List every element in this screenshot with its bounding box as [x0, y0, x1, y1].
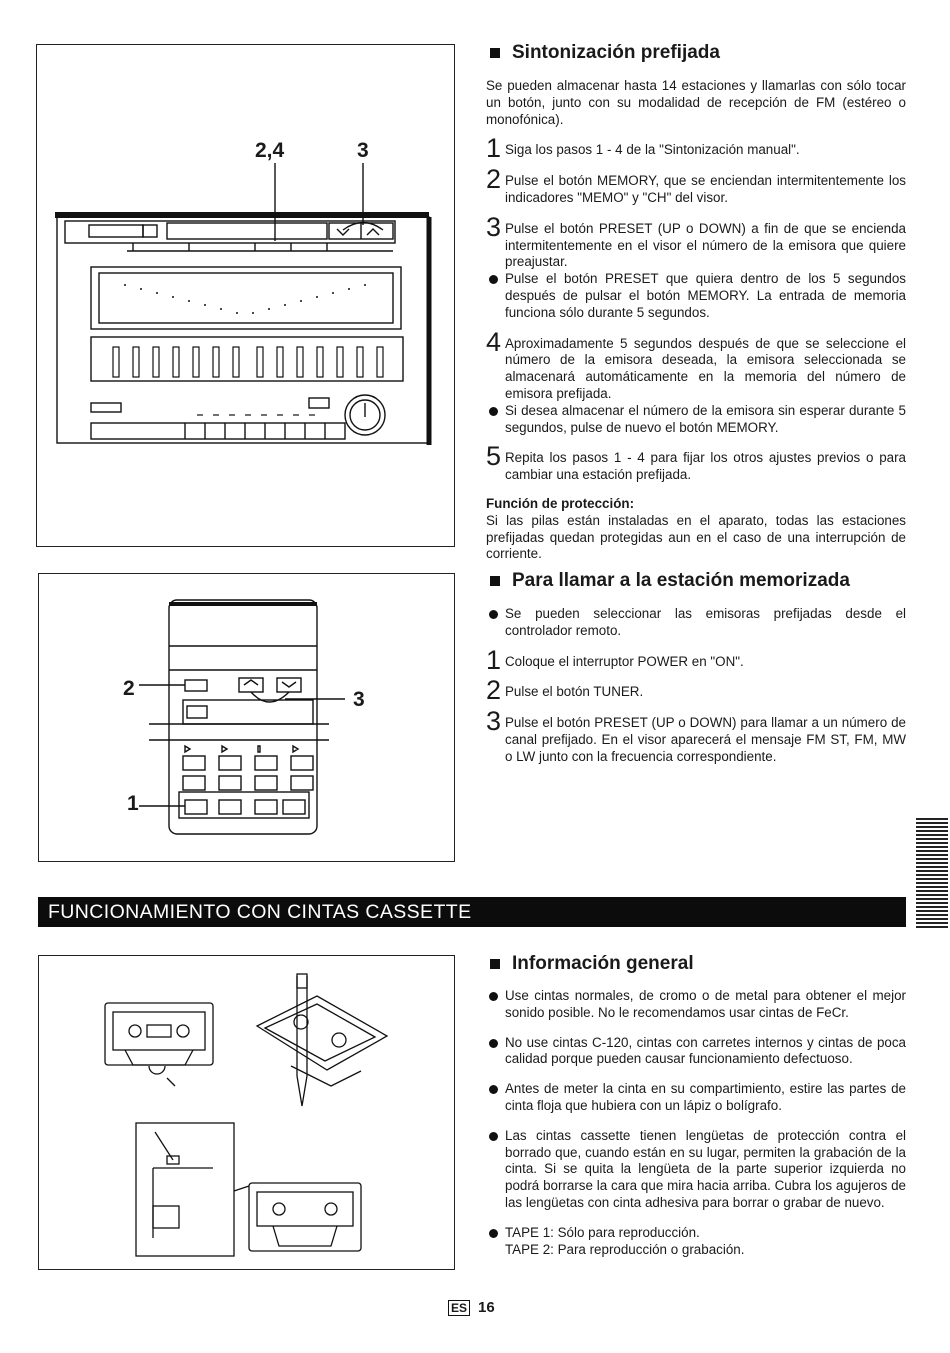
front-panel-drawing	[37, 45, 456, 548]
figure-remote-control	[38, 573, 455, 862]
page-edge-tab-marker	[916, 818, 948, 930]
chapter-banner: FUNCIONAMIENTO CON CINTAS CASSETTE	[38, 897, 906, 927]
bullet-note: Se pueden seleccionar las emisoras prefijadas desde el controlador remoto.	[486, 606, 906, 640]
section-title: Para llamar a la estación memorizada	[486, 570, 906, 592]
figure-cassettes	[38, 955, 455, 1270]
callout-label-1: 1	[127, 792, 139, 815]
cassette-drawing	[39, 956, 456, 1271]
section-title: Sintonización prefijada	[486, 42, 906, 64]
bullet-note: No use cintas C-120, cintas con carretes internos y cintas de poca calidad porque pueden causar funcionamiento defectuoso.	[486, 1035, 906, 1069]
step-2: 2 Pulse el botón MEMORY, que se enciendan intermitentemente los indicadores "MEMO" y "CH" del visor.	[486, 164, 906, 205]
section-general-info	[486, 953, 906, 1258]
callout-label-2: 2	[123, 677, 135, 700]
square-bullet-icon	[490, 959, 500, 969]
bullet-note: Si desea almacenar el número de la emisora sin esperar durante 5 segundos, pulse de nuevo el botón MEMORY.	[486, 403, 906, 437]
callout-label-3: 3	[353, 688, 365, 711]
step-3: 3 Pulse el botón PRESET (UP o DOWN) a fin de que se encienda intermitentemente en el visor el número de la emisora que quiere preajustar.	[486, 211, 906, 270]
bullet-note: Las cintas cassette tienen lengüetas de protección contra el borrado que, cuando están en su lugar, permiten la grabación de la cinta. Si se quita la lengüeta de la parte superior izquierda no podrá borrarse la cara que mira hacia arriba. Cubra los agujeros de las lengüetas con cinta adhesiva para borrar o grabar de nuevo.	[486, 1128, 906, 1212]
section-title: Información general	[486, 953, 906, 975]
page-number: 16	[478, 1299, 495, 1316]
section-recall-station	[486, 570, 906, 766]
step-2: 2 Pulse el botón TUNER.	[486, 675, 644, 706]
bullet-note: Use cintas normales, de cromo o de metal para obtener el mejor sonido posible. No le recomendamos usar cintas de FeCr.	[486, 988, 906, 1022]
callout-label-3: 3	[357, 139, 369, 162]
square-bullet-icon	[490, 48, 500, 58]
tape-info: TAPE 1: Sólo para reproducción. TAPE 2: Para reproducción o grabación.	[486, 1225, 906, 1259]
page-footer	[448, 1299, 495, 1316]
protection-text: Si las pilas están instaladas en el aparato, todas las estaciones prefijadas quedan protegidas aun en el caso de una interrupción de corriente.	[486, 512, 906, 562]
callout-label-2-4: 2,4	[255, 139, 285, 162]
figure-front-panel	[36, 44, 455, 547]
bullet-note: Pulse el botón PRESET que quiera dentro de los 5 segundos después de pulsar el botón MEMORY. La entrada de memoria funciona sólo durante 5 segundos.	[486, 271, 906, 321]
intro-text: Se pueden almacenar hasta 14 estaciones y llamarlas con sólo tocar un botón, junto con su modalidad de recepción de FM (estéreo o monofónica).	[486, 78, 906, 127]
step-1: 1 Siga los pasos 1 - 4 de la "Sintonización manual".	[486, 133, 800, 164]
step-3: 3 Pulse el botón PRESET (UP o DOWN) para llamar a un número de canal prefijado. En el visor aparecerá el mensaje FM ST, FM, MW o LW junto con la frecuencia correspondiente.	[486, 706, 906, 764]
bullet-note: Antes de meter la cinta en su compartimiento, estire las partes de cinta floja que hubiera con un lápiz o bolígrafo.	[486, 1081, 906, 1115]
step-4: 4 Aproximadamente 5 segundos después de que se seleccione el número de la emisora deseada, la emisora seleccionada se almacenará automáticamente en la memoria del número de emisora prefijada.	[486, 326, 906, 401]
protection-title: Función de protección:	[486, 495, 635, 511]
section-preset-tuning	[486, 42, 906, 563]
step-1: 1 Coloque el interruptor POWER en "ON".	[486, 644, 744, 675]
square-bullet-icon	[490, 576, 500, 586]
step-5: 5 Repita los pasos 1 - 4 para fijar los otros ajustes previos o para cambiar una estación prefijada.	[486, 441, 906, 483]
language-badge: ES	[448, 1300, 470, 1316]
remote-control-drawing	[39, 574, 456, 863]
